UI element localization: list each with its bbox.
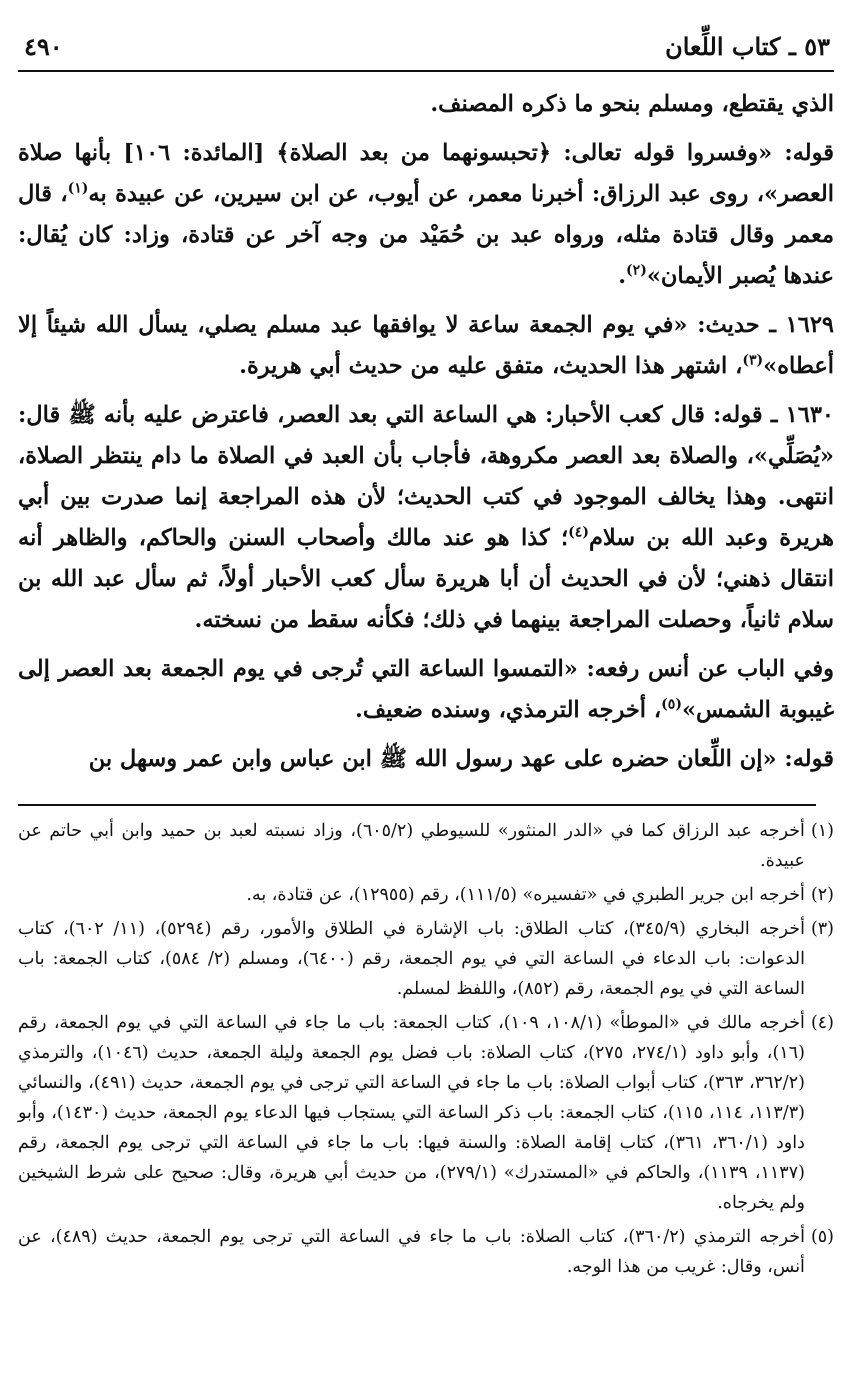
paragraph-3-text-end: ، اشتهر هذا الحديث، متفق عليه من حديث أبي هريرة. — [239, 353, 743, 379]
paragraph-6 — [18, 649, 834, 731]
main-text — [18, 84, 834, 788]
footnote-5 — [18, 1222, 834, 1282]
book-page — [18, 0, 834, 1378]
chapter-title: ٥٣ ـ كتاب اللِّعان — [665, 32, 830, 61]
footnote-4 — [18, 1008, 834, 1218]
paragraph-hadith-1629 — [18, 305, 834, 387]
paragraph-2 — [18, 133, 834, 297]
footnote-1 — [18, 816, 834, 876]
footnote-ref-1: (١) — [67, 180, 89, 197]
paragraph-7 — [18, 739, 834, 780]
page-header — [18, 28, 834, 72]
footnote-number: (٥) — [810, 1227, 834, 1247]
paragraph-6-text-end: ، أخرجه الترمذي، وسنده ضعيف. — [354, 697, 662, 723]
footnote-2 — [18, 880, 834, 910]
hadith-number-1630: ١٦٣٠ ـ — [770, 402, 834, 428]
paragraph-5-text-end: ؛ كذا هو عند مالك وأصحاب السنن والحاكم، والظاهر أنه انتقال ذهني؛ لأن في الحديث أن أبا هريرة سأل كعب الأحبار أولاً، ثم سأل عبد الله بن سلام ثانياً، وحصلت المراجعة بينهما في ذلك؛ فكأنه سقط من نسخته. — [18, 525, 834, 633]
paragraph-6-text: وفي الباب عن أنس رفعه: «التمسوا الساعة التي تُرجى في يوم الجمعة بعد العصر إلى غيبوبة الشمس» — [18, 656, 834, 723]
footnote-ref-2: (٢) — [626, 262, 647, 279]
paragraph-3-text: حديث: «في يوم الجمعة ساعة لا يوافقها عبد مسلم يصلي، يسأل الله شيئاً إلا أعطاه» — [18, 312, 834, 379]
footnote-3 — [18, 914, 834, 1004]
paragraph-hadith-1630 — [18, 395, 834, 641]
footnote-text: أخرجه الترمذي (٣٦٠/٢)، كتاب الصلاة: باب ما جاء في الساعة التي ترجى يوم الجمعة، حديث (٤٨٩)، عن أنس، وقال: غريب من هذا الوجه. — [18, 1227, 805, 1277]
footnote-number: (٤) — [810, 1013, 834, 1033]
footnote-number: (٣) — [810, 919, 834, 939]
footnote-ref-5: (٥) — [661, 696, 682, 713]
footnote-text: أخرجه البخاري (٣٤٥/٩)، كتاب الطلاق: باب الإشارة في الطلاق والأمور، رقم (٥٢٩٤)، (١١/ ٦٠٢)، كتاب الدعوات: باب الدعاء في الساعة التي في يوم الجمعة، رقم (٦٤٠٠)، ومسلم (٢/ ٥٨٤)، كتاب الجمعة: باب الساعة التي في يوم الجمعة، رقم (٨٥٢)، واللفظ لمسلم. — [18, 919, 805, 999]
page-number: ٤٩٠ — [24, 32, 63, 61]
paragraph-7-text: قوله: «إن اللِّعان حضره على عهد رسول الله ﷺ ابن عباس وابن عمر وسهل بن — [88, 746, 834, 772]
footnote-ref-4: (٤) — [568, 524, 589, 541]
paragraph-2-text-mid: ، قال معمر وقال قتادة مثله، ورواه عبد بن حُمَيْد من وجه آخر عن قتادة، وزاد: كان يُقال: عندها يُصبر الأيمان» — [18, 181, 834, 289]
footnote-divider — [18, 804, 816, 806]
footnote-number: (٢) — [810, 885, 834, 905]
paragraph-1 — [18, 84, 834, 125]
footnote-number: (١) — [810, 821, 834, 841]
paragraph-2-text-end: . — [618, 263, 627, 289]
footnotes — [18, 816, 834, 1286]
footnote-text: أخرجه عبد الرزاق كما في «الدر المنثور» للسيوطي (٦٠٥/٢)، وزاد نسبته لعبد بن حميد وابن أبي حاتم عن عبيدة. — [18, 821, 805, 871]
footnote-ref-3: (٣) — [742, 352, 764, 369]
paragraph-5-text: وهذا يخالف الموجود في كتب الحديث؛ لأن هذه المراجعة إنما صدرت بين أبي هريرة وعبد الله بن سلام — [18, 484, 834, 551]
footnote-text: أخرجه ابن جرير الطبري في «تفسيره» (١١١/٥)، رقم (١٢٩٥٥)، عن قتادة، به. — [246, 885, 805, 905]
footnote-text: أخرجه مالك في «الموطأ» (١٠٨/١، ١٠٩)، كتاب الجمعة: باب ما جاء في الساعة التي في يوم الجمعة، رقم (١٦)، وأبو داود (٢٧٤/١، ٢٧٥)، كتاب الصلاة: باب فضل يوم الجمعة وليلة الجمعة، حديث (١٠٤٦)، والترمذي (٣٦٢/٢، ٣٦٣)، كتاب أبواب الصلاة: باب ما جاء في الساعة التي ترجى في يوم الجمعة، حديث (٤٩١)، والنسائي (١١٣/٣، ١١٤، ١١٥)، كتاب الجمعة: باب ذكر الساعة التي يستجاب فيها الدعاء يوم الجمعة، حديث (١٤٣٠)، وأبو داود (٣٦٠/١، ٣٦١)، كتاب إقامة الصلاة: والسنة فيها: باب ما جاء في الساعة التي ترجى يوم الجمعة، رقم (١١٣٧، ١١٣٩)، والحاكم في «المستدرك» (٢٧٩/١)، من حديث أبي هريرة، وقال: صحيح على شرط الشيخين ولم يخرجاه. — [18, 1013, 805, 1213]
paragraph-1-text: الذي يقتطع، ومسلم بنحو ما ذكره المصنف. — [430, 91, 834, 117]
paragraph-2-text: قوله: «وفسروا قوله تعالى: ﴿تحبسونهما من بعد الصلاة﴾ [المائدة: ١٠٦] بأنها صلاة العصر»، روى عبد الرزاق: أخبرنا معمر، عن أيوب، عن ابن سيرين، عن عبيدة به — [18, 140, 834, 207]
paragraph-4-text: قوله: قال كعب الأحبار: هي الساعة التي بعد العصر، فاعترض عليه بأنه ﷺ قال: «يُصَلِّي»، والصلاة بعد العصر مكروهة، فأجاب بأن العبد في الصلاة ما دام ينتظر الصلاة، انتهى. — [18, 402, 834, 510]
hadith-number-1629: ١٦٢٩ ـ — [769, 312, 834, 338]
